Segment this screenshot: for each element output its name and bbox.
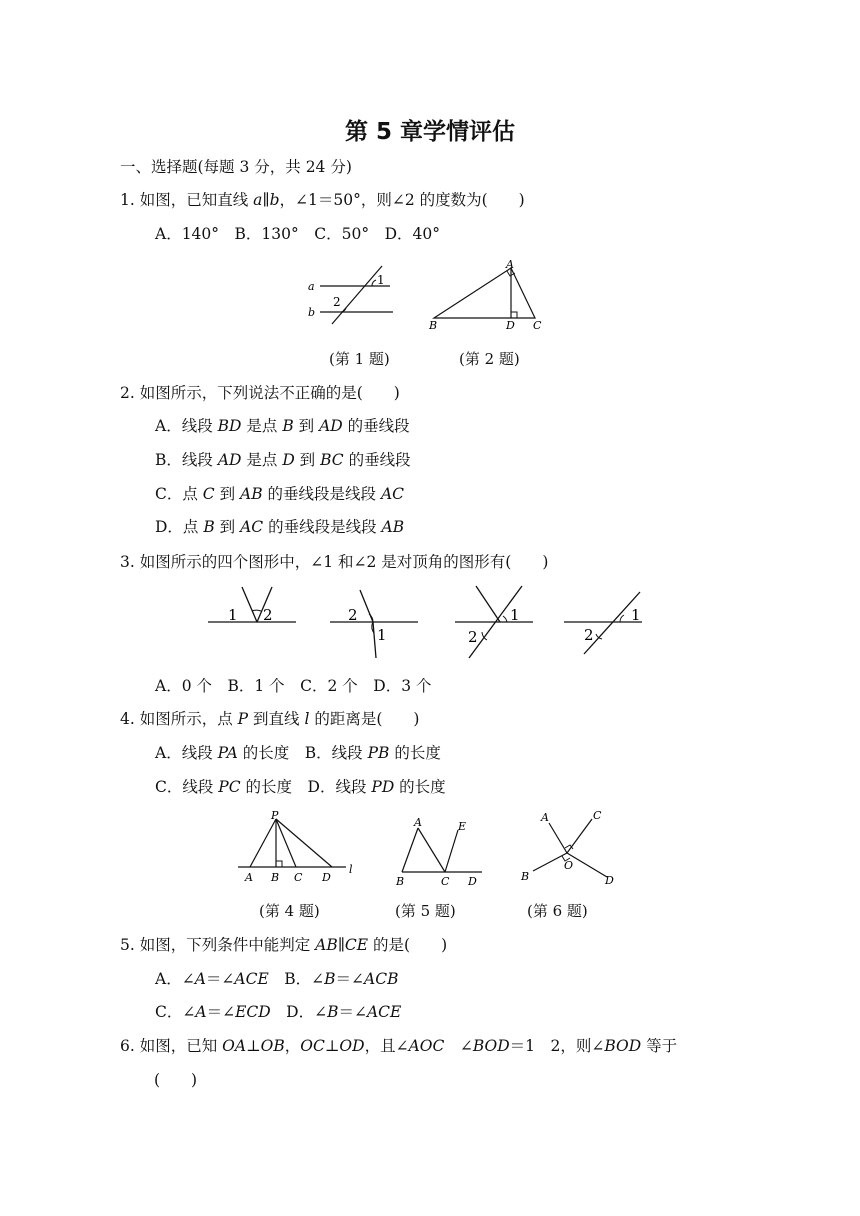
label-B: B xyxy=(271,871,280,884)
question-2-option-c: C．点 C 到 AB 的垂线段是线段 AC xyxy=(155,485,405,503)
fig3-b-angle-2: 2 xyxy=(348,606,358,624)
fig3-b-angle-1: 1 xyxy=(377,626,387,644)
figure-5 xyxy=(390,812,490,888)
question-3-options: A．0 个 B．1 个 C．2 个 D．3 个 xyxy=(155,677,432,695)
question-5-options-row-1: A．∠A＝∠ACE B．∠B＝∠ACB xyxy=(155,970,399,988)
fig3-d-angle-2: 2 xyxy=(584,626,594,644)
figure-2 xyxy=(425,258,550,333)
label-C: C xyxy=(533,319,542,332)
label-D: D xyxy=(605,874,614,887)
question-2-option-d: D．点 B 到 AC 的垂线段是线段 AB xyxy=(155,518,405,536)
label-D: D xyxy=(322,871,331,884)
question-1-stem: 1. 如图，已知直线 a∥b，∠1＝50°，则∠2 的度数为( ) xyxy=(120,191,525,209)
question-5-options-row-2: C．∠A＝∠ECD D．∠B＝∠ACE xyxy=(155,1003,402,1021)
caption-figure-6: (第 6 题) xyxy=(527,902,588,920)
fig3-c-angle-2: 2 xyxy=(468,628,478,646)
label-C: C xyxy=(294,871,303,884)
label-B: B xyxy=(521,870,530,883)
label-P: P xyxy=(271,809,279,822)
question-2-option-a: A．线段 BD 是点 B 到 AD 的垂线段 xyxy=(155,417,410,435)
caption-figure-2: (第 2 题) xyxy=(459,350,520,368)
angle-1-label: 1 xyxy=(377,273,385,287)
question-6-answer-paren: ( ) xyxy=(154,1071,198,1089)
label-C: C xyxy=(593,809,602,822)
question-4-options-row-2: C．线段 PC 的长度 D．线段 PD 的长度 xyxy=(155,778,446,796)
question-6-stem: 6. 如图，已知 OA⊥OB，OC⊥OD，且∠AOC ∠BOD＝1 2，则∠BOD 等于 xyxy=(120,1037,678,1055)
figure-6 xyxy=(517,805,622,890)
question-4-options-row-1: A．线段 PA 的长度 B．线段 PB 的长度 xyxy=(155,744,441,762)
label-A: A xyxy=(414,816,422,829)
caption-figure-5: (第 5 题) xyxy=(395,902,456,920)
question-4-stem: 4. 如图所示，点 P 到直线 l 的距离是( ) xyxy=(120,710,420,728)
question-2-stem: 2. 如图所示，下列说法不正确的是( ) xyxy=(120,384,400,402)
label-B: B xyxy=(396,875,405,888)
label-b: b xyxy=(308,306,316,319)
label-O: O xyxy=(564,859,574,872)
angle-2-label: 2 xyxy=(333,295,341,309)
label-D: D xyxy=(468,875,477,888)
caption-figure-1: (第 1 题) xyxy=(329,350,390,368)
fig3-d-angle-1: 1 xyxy=(631,606,641,624)
figure-1 xyxy=(300,262,400,322)
question-2-option-b: B．线段 AD 是点 D 到 BC 的垂线段 xyxy=(155,451,411,469)
question-5-stem: 5. 如图，下列条件中能判定 AB∥CE 的是( ) xyxy=(120,936,448,954)
question-1-options: A．140° B．130° C．50° D．40° xyxy=(155,225,440,243)
question-3-stem: 3. 如图所示的四个图形中，∠1 和∠2 是对顶角的图形有( ) xyxy=(120,553,549,571)
label-E: E xyxy=(458,820,467,833)
label-A: A xyxy=(245,871,253,884)
fig3-a-angle-1: 1 xyxy=(228,606,238,624)
label-D: D xyxy=(506,319,515,332)
fig3-c-angle-1: 1 xyxy=(510,606,520,624)
label-A: A xyxy=(506,258,514,271)
label-B: B xyxy=(429,319,438,332)
figure-4 xyxy=(236,810,361,888)
label-C: C xyxy=(441,875,450,888)
section-heading: 一、选择题(每题 3 分，共 24 分) xyxy=(120,158,352,176)
label-A: A xyxy=(541,811,549,824)
label-l: l xyxy=(349,863,353,876)
caption-figure-4: (第 4 题) xyxy=(259,902,320,920)
figure-3 xyxy=(200,582,660,662)
fig3-a-angle-2: 2 xyxy=(263,606,273,624)
label-a: a xyxy=(308,280,315,293)
page-title: 第 5 章学情评估 xyxy=(344,119,516,145)
